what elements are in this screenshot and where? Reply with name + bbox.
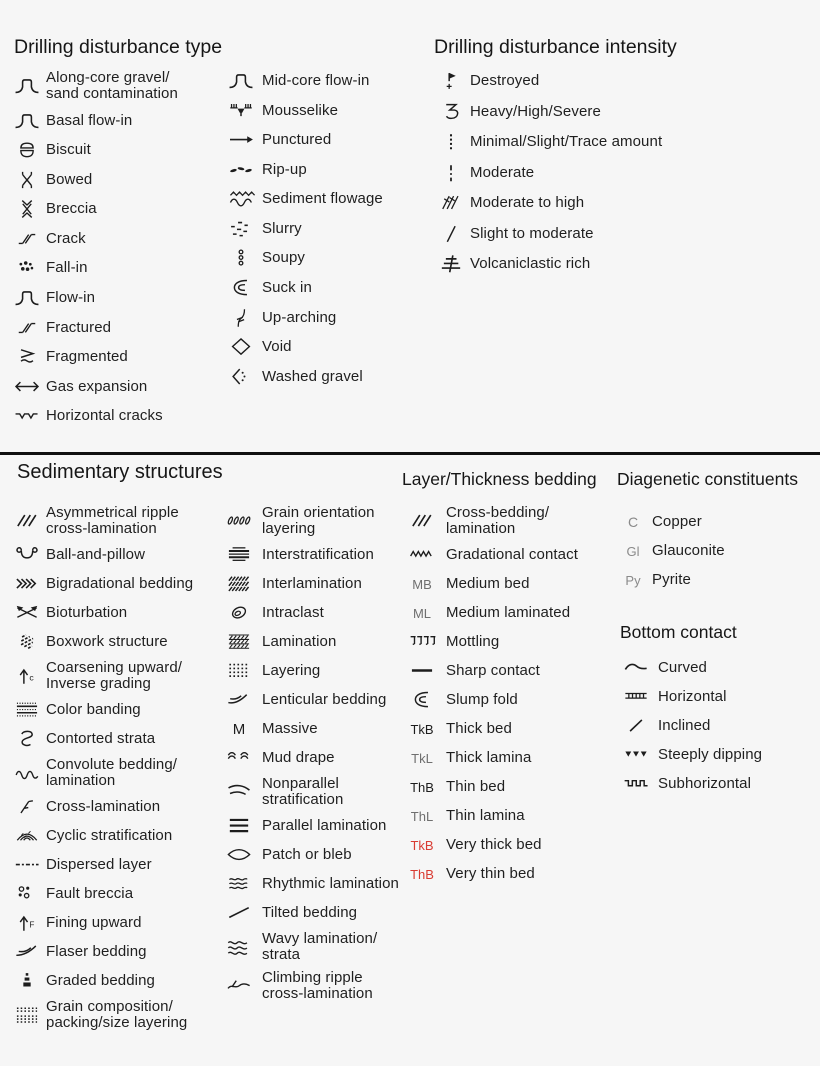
legend-item-label: Graded bedding xyxy=(46,972,155,989)
disturbance-intensity-list xyxy=(436,70,816,284)
legend-item xyxy=(12,757,218,789)
legend-item-label: Bigradational bedding xyxy=(46,575,194,592)
legend-item xyxy=(12,198,220,220)
volcaniclastic-rich-icon xyxy=(436,253,466,275)
legend-item-label: Cyclic stratification xyxy=(46,827,173,844)
layer-thickness-list xyxy=(402,505,618,892)
legend-item-label: Interlamination xyxy=(262,575,362,592)
legend-item-label: Grain composition/ packing/size layering xyxy=(46,998,188,1031)
legend-item-label: Flaser bedding xyxy=(46,943,147,960)
legend-item-label: Rip-up xyxy=(262,160,307,178)
legend-item-label: Boxwork structure xyxy=(46,633,168,650)
legend-item xyxy=(436,162,816,184)
legend-item-label: Copper xyxy=(652,513,702,530)
legend-item-label: Intraclast xyxy=(262,604,324,621)
cyclic-stratification-icon xyxy=(12,825,42,847)
legend-item xyxy=(402,863,618,885)
legend-item-label: Curved xyxy=(658,659,707,676)
legend-item xyxy=(12,70,220,102)
legend-item xyxy=(402,573,618,595)
flow-in-shape-icon xyxy=(12,110,42,132)
legend-item-label: Thin lamina xyxy=(446,807,525,824)
horizontal-contact-icon xyxy=(618,686,654,708)
legend-item xyxy=(402,805,618,827)
legend-item xyxy=(618,773,818,795)
legend-item xyxy=(12,228,220,250)
legend-item-label: Medium laminated xyxy=(446,604,571,621)
flow-in-shape-icon xyxy=(12,75,42,97)
symbol-text: Py xyxy=(625,572,641,588)
legend-item-label: Parallel lamination xyxy=(262,817,387,834)
breccia-icon xyxy=(12,198,42,220)
legend-item xyxy=(220,844,416,866)
fragmented-icon xyxy=(12,346,42,368)
gradational-contact-icon xyxy=(402,544,442,566)
disturbance-type-col1 xyxy=(12,70,220,435)
mud-drape-icon xyxy=(220,747,258,769)
legend-item xyxy=(12,602,218,624)
legend-item xyxy=(224,188,424,210)
legend-item-label: Fining upward xyxy=(46,914,142,931)
legend-item xyxy=(12,544,218,566)
disturbance-intensity-title: Drilling disturbance intensity xyxy=(434,36,677,58)
legend-item xyxy=(402,544,618,566)
grain-orientation-icon xyxy=(220,510,258,532)
mousselike-icon xyxy=(224,100,258,122)
legend-item-label: Subhorizontal xyxy=(658,775,752,792)
legend-item xyxy=(220,815,416,837)
contorted-strata-icon xyxy=(12,728,42,750)
legend-item xyxy=(12,699,218,721)
grain-composition-icon xyxy=(12,1004,42,1026)
legend-item xyxy=(618,715,818,737)
cross-lamination-icon xyxy=(12,796,42,818)
legend-item xyxy=(224,159,424,181)
legend-item xyxy=(402,602,618,624)
legend-item-label: Fragmented xyxy=(46,348,128,365)
layering-icon xyxy=(220,660,258,682)
legend-item-label: Void xyxy=(262,338,292,355)
legend-item-label: Horizontal xyxy=(658,688,727,705)
legend-item-label: Mid-core flow-in xyxy=(262,72,370,89)
legend-item-label: Sharp contact xyxy=(446,662,540,679)
legend-item xyxy=(220,776,416,808)
sedimentary-col2 xyxy=(220,505,416,1009)
crack-icon xyxy=(12,228,42,250)
legend-item-label: Gradational contact xyxy=(446,546,578,563)
diagenetic-constituents-title: Diagenetic constituents xyxy=(617,469,798,489)
legend-item xyxy=(402,689,618,711)
slight-to-moderate-icon xyxy=(436,223,466,245)
flow-in-shape-icon xyxy=(12,287,42,309)
destroyed-icon xyxy=(436,70,466,92)
legend-item xyxy=(618,686,818,708)
legend-item xyxy=(12,346,220,368)
rhythmic-lamination-icon xyxy=(220,873,258,895)
legend-item-label: Bioturbation xyxy=(46,604,128,621)
legend-item-label: Gas expansion xyxy=(46,377,148,395)
legend-item xyxy=(436,101,816,123)
legend-item xyxy=(12,139,220,161)
climbing-ripple-icon xyxy=(220,975,258,997)
legend-item xyxy=(224,100,424,122)
legend-item xyxy=(12,287,220,309)
legend-item xyxy=(402,718,618,740)
symbol-text: ThB xyxy=(410,866,434,882)
slump-fold-icon xyxy=(402,689,442,711)
symbol-text: M xyxy=(232,720,246,738)
disturbance-type-col2 xyxy=(224,70,424,395)
legend-item-label: Steeply dipping xyxy=(658,746,763,763)
legend-item-label: Mousselike xyxy=(262,101,339,119)
legend-item-label: Flow-in xyxy=(46,288,96,306)
legend-item-label: Horizontal cracks xyxy=(46,407,163,424)
legend-item xyxy=(618,657,818,679)
legend-item-label: Bowed xyxy=(46,170,93,188)
boxwork-icon xyxy=(12,631,42,653)
legend-item-label: Glauconite xyxy=(652,542,725,559)
legend-item xyxy=(220,660,416,682)
curved-contact-icon xyxy=(618,657,654,679)
legend-item-label: Tilted bedding xyxy=(262,904,358,921)
dispersed-layer-icon xyxy=(12,854,42,876)
legend-item xyxy=(220,931,416,963)
legend-item-label: Volcaniclastic rich xyxy=(470,255,591,272)
legend-item xyxy=(436,70,816,92)
intraclast-icon xyxy=(220,602,258,624)
slurry-icon xyxy=(224,218,258,240)
punctured-icon xyxy=(224,129,258,151)
legend-item xyxy=(12,405,220,427)
symbol-text: TkB xyxy=(410,837,434,853)
inclined-contact-icon xyxy=(618,715,654,737)
asym-ripple-icon xyxy=(12,510,42,532)
disturbance-type-title: Drilling disturbance type xyxy=(14,36,223,58)
legend-item xyxy=(224,336,424,358)
legend-item xyxy=(220,689,416,711)
legend-item-label: Biscuit xyxy=(46,141,91,158)
bottom-contact-title: Bottom contact xyxy=(620,622,737,642)
legend-item xyxy=(436,192,816,214)
legend-item xyxy=(220,602,416,624)
legend-item xyxy=(618,569,818,591)
legend-item xyxy=(12,970,218,992)
legend-item xyxy=(220,873,416,895)
steeply-dipping-icon xyxy=(618,744,654,766)
flow-in-shape-icon xyxy=(224,70,258,92)
legend-item xyxy=(224,247,424,269)
legend-item-label: Fall-in xyxy=(46,259,88,276)
bigradational-icon xyxy=(12,573,42,595)
legend-item xyxy=(224,277,424,299)
legend-item xyxy=(436,253,816,275)
symbol-text: C xyxy=(627,514,639,530)
bottom-contact-list xyxy=(618,657,818,802)
legend-item xyxy=(12,728,218,750)
subhorizontal-icon xyxy=(618,773,654,795)
legend-item-label: Thick lamina xyxy=(446,749,532,766)
convolute-icon xyxy=(12,762,42,784)
legend-item-label: Dispersed layer xyxy=(46,856,152,873)
legend-item-label: Fault breccia xyxy=(46,885,134,902)
color-banding-icon xyxy=(12,699,42,721)
legend-item-label: Very thick bed xyxy=(446,836,542,853)
bowed-icon xyxy=(12,169,42,191)
legend-item-label: Medium bed xyxy=(446,575,530,592)
legend-item xyxy=(220,718,416,740)
legend-item xyxy=(402,660,618,682)
symbol-text: ThB xyxy=(410,779,434,795)
suck-in-icon xyxy=(224,277,258,299)
lenticular-bedding-icon xyxy=(220,689,258,711)
soupy-icon xyxy=(224,247,258,269)
legend-item xyxy=(220,573,416,595)
legend-item xyxy=(12,796,218,818)
legend-item xyxy=(220,544,416,566)
legend-item-label: Nonparallel stratification xyxy=(262,775,344,808)
legend-item-label: Minimal/Slight/Trace amount xyxy=(470,133,663,150)
legend-item-label: Slight to moderate xyxy=(470,224,594,242)
legend-item-label: Washed gravel xyxy=(262,367,363,385)
legend-item-label: Thick bed xyxy=(446,720,512,737)
fractured-icon xyxy=(12,317,42,339)
wavy-lamination-icon xyxy=(220,936,258,958)
void-icon xyxy=(224,336,258,358)
layer-thickness-title: Layer/Thickness bedding xyxy=(402,469,597,489)
symbol-text: MB xyxy=(412,576,432,592)
legend-item-label: Mud drape xyxy=(262,749,335,766)
legend-item xyxy=(402,776,618,798)
legend-item xyxy=(12,317,220,339)
flaser-bedding-icon xyxy=(12,941,42,963)
legend-item-label: Sediment flowage xyxy=(262,190,383,207)
diagenetic-list xyxy=(618,511,818,598)
legend-item-label: Breccia xyxy=(46,200,97,217)
legend-item xyxy=(618,511,818,533)
sedimentary-col1 xyxy=(12,505,218,1038)
legend-item-label: Pyrite xyxy=(652,571,691,588)
legend-item xyxy=(618,540,818,562)
parallel-lamination-icon xyxy=(220,815,258,837)
heavy-high-severe-icon xyxy=(436,101,466,123)
up-arching-icon xyxy=(224,307,258,329)
legend-item-label: Wavy lamination/ strata xyxy=(262,930,378,963)
moderate-icon xyxy=(436,162,466,184)
legend-item-label: Moderate to high xyxy=(470,194,585,211)
legend-item xyxy=(220,902,416,924)
legend-item-label: Interstratification xyxy=(262,546,374,563)
legend-item-label: Heavy/High/Severe xyxy=(470,102,601,120)
legend-item xyxy=(12,912,218,934)
legend-item-label: Grain orientation layering xyxy=(262,504,375,537)
legend-item-label: Moderate xyxy=(470,163,535,181)
legend-item xyxy=(12,505,218,537)
legend-item xyxy=(224,129,424,151)
ball-and-pillow-icon xyxy=(12,544,42,566)
section-divider xyxy=(0,452,820,455)
lamination-icon xyxy=(220,631,258,653)
legend-item-label: Rhythmic lamination xyxy=(262,875,399,892)
svg-text:c: c xyxy=(29,672,34,683)
patch-or-bleb-icon xyxy=(220,844,258,866)
legend-item-label: Slump fold xyxy=(446,691,518,708)
symbol-text: ML xyxy=(412,605,432,621)
legend-item xyxy=(224,307,424,329)
legend-item-label: Lenticular bedding xyxy=(262,691,387,708)
legend-item xyxy=(402,834,618,856)
legend-item xyxy=(220,747,416,769)
legend-item xyxy=(436,223,816,245)
legend-item-label: Very thin bed xyxy=(446,865,535,882)
legend-item xyxy=(12,631,218,653)
legend-item-label: Cross-lamination xyxy=(46,798,161,815)
interlamination-icon xyxy=(220,573,258,595)
tilted-bedding-icon xyxy=(220,902,258,924)
legend-item-label: Cross-bedding/ lamination xyxy=(446,504,550,537)
legend-item-label: Climbing ripple cross-lamination xyxy=(262,969,373,1002)
moderate-to-high-icon xyxy=(436,192,466,214)
sedimentary-structures-title: Sedimentary structures xyxy=(17,461,223,483)
legend-item xyxy=(220,970,416,1002)
legend-item xyxy=(12,660,218,692)
symbol-text: TkB xyxy=(410,721,434,737)
legend-item-label: Contorted strata xyxy=(46,730,156,747)
bioturbation-icon xyxy=(12,602,42,624)
legend-item xyxy=(220,631,416,653)
legend-item-label: Ball-and-pillow xyxy=(46,546,146,563)
legend-item-label: Slurry xyxy=(262,219,302,237)
legend-item-label: Lamination xyxy=(262,633,337,650)
graded-bedding-icon xyxy=(12,970,42,992)
washed-gravel-icon xyxy=(224,366,258,388)
biscuit-icon xyxy=(12,139,42,161)
legend-item xyxy=(12,999,218,1031)
legend-item xyxy=(436,131,816,153)
rip-up-icon xyxy=(224,159,258,181)
svg-text:F: F xyxy=(29,920,35,930)
legend-item xyxy=(12,169,220,191)
legend-item xyxy=(12,257,220,279)
legend-item-label: Basal flow-in xyxy=(46,111,133,129)
legend-item-label: Punctured xyxy=(262,131,332,148)
legend-item-label: Fractured xyxy=(46,318,112,336)
coarsening-upward-icon xyxy=(12,665,42,687)
legend-item-label: Convolute bedding/ lamination xyxy=(46,756,178,789)
sediment-flowage-icon xyxy=(224,188,258,210)
legend-item-label: Mottling xyxy=(446,633,500,650)
horizontal-cracks-icon xyxy=(12,405,42,427)
legend-item xyxy=(618,744,818,766)
symbol-text: Gl xyxy=(626,543,640,559)
legend-item xyxy=(402,747,618,769)
legend-item xyxy=(12,573,218,595)
legend-item xyxy=(12,854,218,876)
legend-item xyxy=(12,110,220,132)
legend-item xyxy=(402,631,618,653)
legend-item xyxy=(12,941,218,963)
legend-item-label: Destroyed xyxy=(470,72,540,89)
legend-item xyxy=(224,70,424,92)
minimal-slight-trace-icon xyxy=(436,131,466,153)
nonparallel-strat-icon xyxy=(220,781,258,803)
legend-item-label: Thin bed xyxy=(446,778,506,795)
legend-item-label: Asymmetrical ripple cross-lamination xyxy=(46,504,179,537)
sharp-contact-icon xyxy=(402,660,442,682)
legend-item xyxy=(220,505,416,537)
mottling-icon xyxy=(402,631,442,653)
legend-item-label: Crack xyxy=(46,229,86,247)
legend-item xyxy=(224,218,424,240)
legend-item-label: Suck in xyxy=(262,278,312,296)
legend-item-label: Up-arching xyxy=(262,308,337,326)
legend-item xyxy=(12,883,218,905)
legend-item-label: Color banding xyxy=(46,701,141,718)
legend-item-label: Soupy xyxy=(262,249,306,266)
legend-item xyxy=(224,366,424,388)
fault-breccia-icon xyxy=(12,883,42,905)
legend-item-label: Coarsening upward/ Inverse grading xyxy=(46,659,183,692)
symbol-text: TkL xyxy=(411,750,433,766)
legend-item xyxy=(12,376,220,398)
symbol-text: ThL xyxy=(410,808,434,824)
fall-in-icon xyxy=(12,257,42,279)
legend-item-label: Layering xyxy=(262,662,321,679)
legend-item-label: Along-core gravel/ sand contamination xyxy=(46,69,178,102)
gas-expansion-icon xyxy=(12,376,42,398)
cross-bedding-icon xyxy=(402,510,442,532)
legend-item-label: Inclined xyxy=(658,717,711,734)
legend-item-label: Patch or bleb xyxy=(262,846,352,863)
legend-item xyxy=(402,505,618,537)
fining-upward-icon xyxy=(12,912,42,934)
legend-item xyxy=(12,825,218,847)
legend-item-label: Massive xyxy=(262,720,318,737)
interstratification-icon xyxy=(220,544,258,566)
